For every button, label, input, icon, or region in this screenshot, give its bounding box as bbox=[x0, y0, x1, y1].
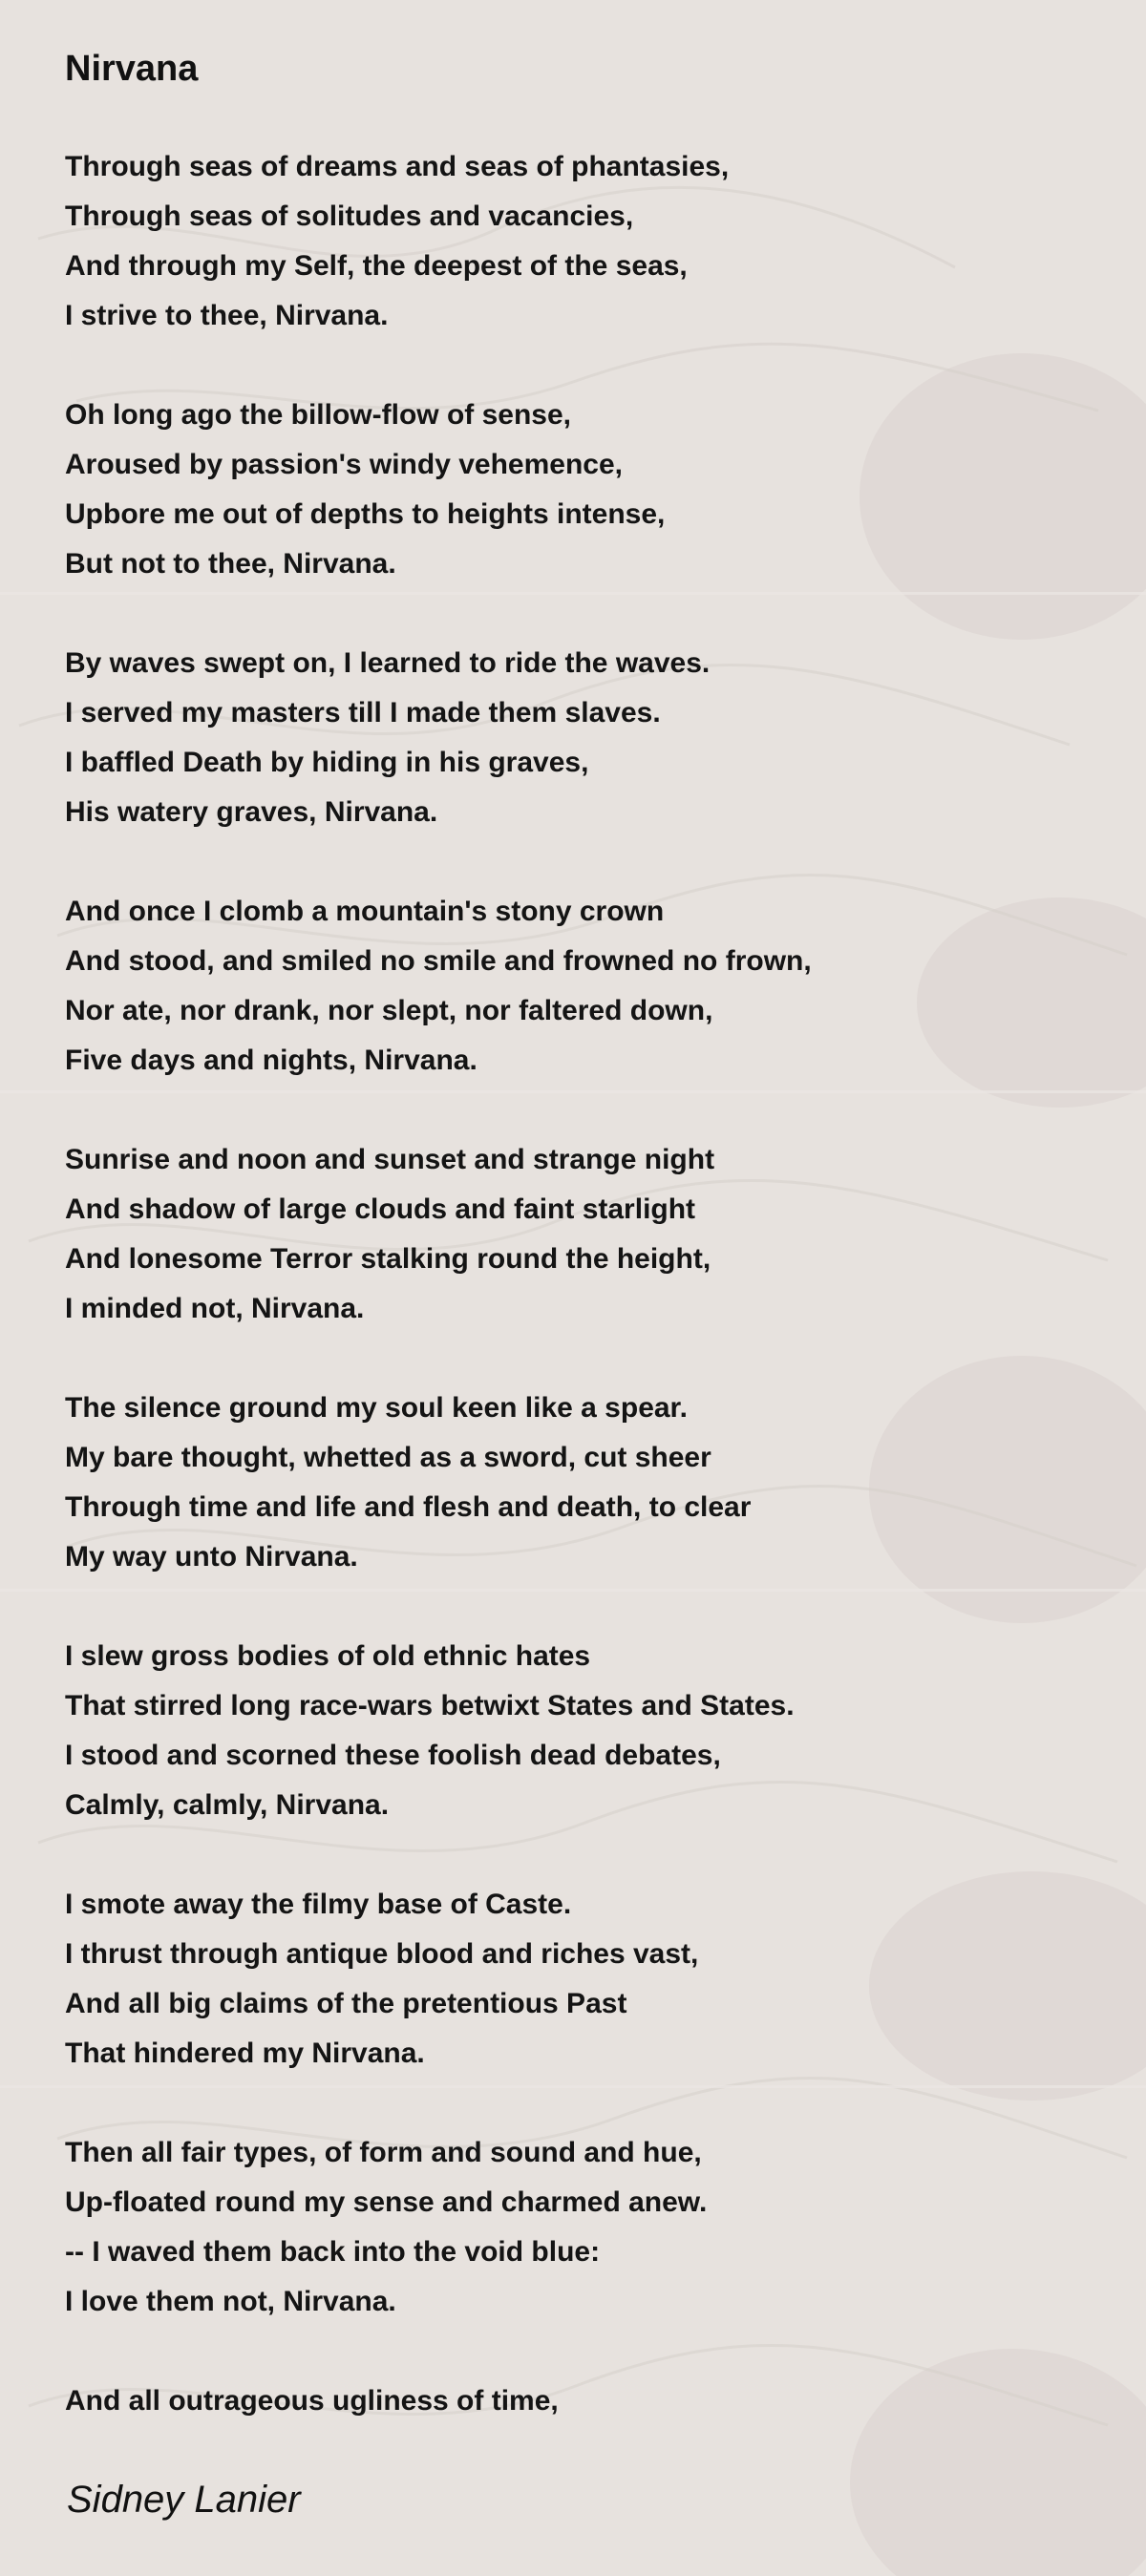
poem-line: I stood and scorned these foolish dead debates, bbox=[65, 1740, 721, 1771]
poem-line: Nor ate, nor drank, nor slept, nor faltered down, bbox=[65, 995, 713, 1026]
poem-line: That stirred long race-wars betwixt States and States. bbox=[65, 1690, 795, 1721]
poem-line: And through my Self, the deepest of the seas, bbox=[65, 250, 688, 282]
stanza bbox=[65, 2376, 1115, 2426]
stanza bbox=[65, 391, 1115, 589]
poem-line: I baffled Death by hiding in his graves, bbox=[65, 747, 589, 778]
poem-line: And once I clomb a mountain's stony crown bbox=[65, 896, 665, 927]
poem-line: By waves swept on, I learned to ride the waves. bbox=[65, 647, 711, 679]
poem-line: Upbore me out of depths to heights intense, bbox=[65, 498, 666, 530]
poem-line: I smote away the filmy base of Caste. bbox=[65, 1889, 572, 1920]
poem-title: Nirvana bbox=[65, 49, 199, 89]
poem-body bbox=[65, 142, 1115, 2476]
poem-line: But not to thee, Nirvana. bbox=[65, 548, 396, 580]
poem-line: -- I waved them back into the void blue: bbox=[65, 2236, 601, 2268]
stanza bbox=[65, 1135, 1115, 1334]
poem-line: I love them not, Nirvana. bbox=[65, 2286, 396, 2317]
stanza bbox=[65, 1383, 1115, 1582]
stanza bbox=[65, 2128, 1115, 2327]
poem-line: Aroused by passion's windy vehemence, bbox=[65, 449, 623, 480]
poem-line: Oh long ago the billow-flow of sense, bbox=[65, 399, 571, 431]
poem-line: And all outrageous ugliness of time, bbox=[65, 2385, 559, 2417]
poem-line: Sunrise and noon and sunset and strange night bbox=[65, 1144, 715, 1175]
poem-line: The silence ground my soul keen like a spear. bbox=[65, 1392, 688, 1424]
poem-line: I served my masters till I made them slaves. bbox=[65, 697, 661, 728]
stanza bbox=[65, 887, 1115, 1086]
poem-line: And all big claims of the pretentious Past bbox=[65, 1988, 627, 2019]
poem-line: Then all fair types, of form and sound and hue, bbox=[65, 2137, 702, 2168]
poem-line: I minded not, Nirvana. bbox=[65, 1293, 365, 1324]
poem-line: Through seas of dreams and seas of phantasies, bbox=[65, 151, 730, 182]
stanza bbox=[65, 142, 1115, 341]
poem-author: Sidney Lanier bbox=[67, 2479, 301, 2521]
poem-line: And stood, and smiled no smile and frowned no frown, bbox=[65, 945, 812, 977]
poem-line: I slew gross bodies of old ethnic hates bbox=[65, 1640, 591, 1672]
poem-line: That hindered my Nirvana. bbox=[65, 2038, 425, 2069]
poem-line: His watery graves, Nirvana. bbox=[65, 796, 438, 828]
poem-line: I thrust through antique blood and riches vast, bbox=[65, 1938, 699, 1970]
poem-line: My bare thought, whetted as a sword, cut sheer bbox=[65, 1442, 711, 1473]
poem-line: Five days and nights, Nirvana. bbox=[65, 1045, 478, 1076]
stanza bbox=[65, 639, 1115, 837]
poem-line: Through time and life and flesh and death, to clear bbox=[65, 1491, 752, 1523]
poem-line: I strive to thee, Nirvana. bbox=[65, 300, 389, 331]
poem-line: Through seas of solitudes and vacancies, bbox=[65, 201, 634, 232]
stanza bbox=[65, 1880, 1115, 2079]
poem-line: Calmly, calmly, Nirvana. bbox=[65, 1789, 390, 1821]
poem-line: Up-floated round my sense and charmed anew. bbox=[65, 2186, 708, 2218]
poem-line: My way unto Nirvana. bbox=[65, 1541, 358, 1573]
stanza bbox=[65, 1632, 1115, 1830]
poem-line: And lonesome Terror stalking round the height, bbox=[65, 1243, 711, 1275]
poem-line: And shadow of large clouds and faint starlight bbox=[65, 1193, 696, 1225]
